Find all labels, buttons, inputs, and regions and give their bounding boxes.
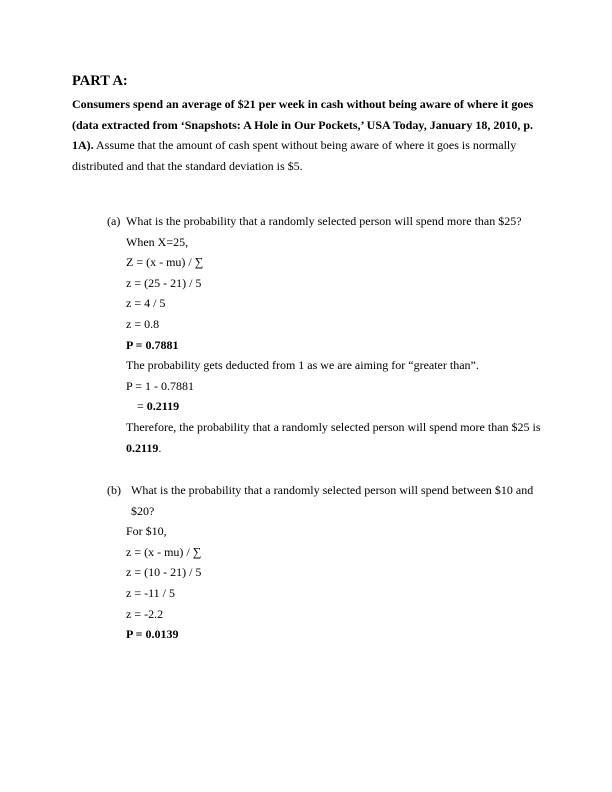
answer-b-line: z = -11 / 5 [126, 585, 175, 600]
problem-statement [72, 94, 542, 176]
answer-a-result-prefix: = [137, 399, 147, 414]
answer-a-line: The probability gets deducted from 1 as we are aiming for “greater than”. [126, 358, 479, 373]
question-a [107, 211, 547, 458]
answer-a-probability: P = 0.7881 [126, 337, 179, 352]
answer-b-probability: P = 0.0139 [126, 627, 179, 642]
section-heading: PART A: [72, 73, 128, 89]
answer-a-result [107, 396, 547, 417]
question-a-text: What is the probability that a randomly selected person will spend more than $25? [126, 214, 522, 228]
answer-a-line: Z = (x - mu) / ∑ [126, 255, 204, 270]
answer-a-line: When X=25, [126, 234, 189, 249]
question-b-text: What is the probability that a randomly selected person will spend between $10 and $20? [131, 483, 534, 518]
question-b [107, 480, 547, 645]
question-a-prompt [107, 211, 547, 232]
answer-a-conclusion-value: 0.2119 [126, 440, 159, 455]
answer-a-line: z = (25 - 21) / 5 [126, 275, 202, 290]
question-b-letter: (b) [107, 483, 121, 497]
answer-a-conclusion [107, 417, 547, 458]
problem-statement-normal: Assume that the amount of cash spent without being aware of where it goes is normally distributed and that the standard deviation is $5. [72, 138, 517, 173]
answer-b-line: z = (x - mu) / ∑ [126, 544, 202, 559]
answer-a-line: P = 1 - 0.7881 [126, 378, 194, 393]
answer-b-line: z = -2.2 [126, 606, 164, 621]
answer-a-conclusion-text: Therefore, the probability that a randomly selected person will spend more than $25 is [126, 419, 541, 434]
answer-a-line: z = 4 / 5 [126, 296, 166, 311]
question-a-letter: (a) [107, 214, 121, 228]
problem-statement-bold: Consumers spend an average of $21 per week in cash without being aware of where it goes (data extracted from ‘Snapshots: A Hole in Our Pockets,’ USA Today, January 18, 2010, p. 1A). [72, 97, 534, 153]
answer-a-conclusion-suffix: . [158, 440, 162, 455]
answer-b-line: For $10, [126, 524, 167, 539]
question-b-prompt [107, 480, 547, 521]
answer-b-line: z = (10 - 21) / 5 [126, 565, 202, 580]
answer-a-result-value: 0.2119 [146, 399, 180, 414]
answer-a-line: z = 0.8 [126, 316, 160, 331]
